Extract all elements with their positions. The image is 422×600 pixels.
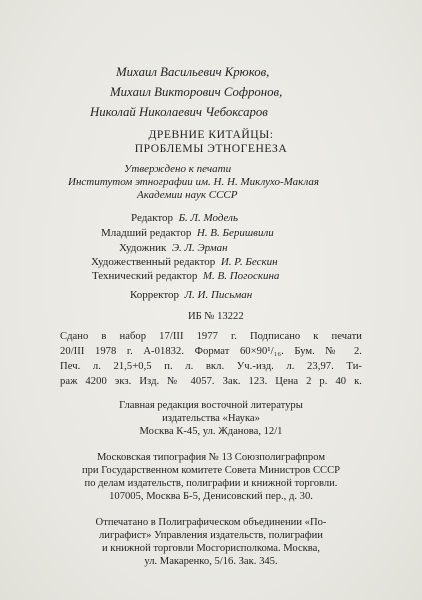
typography-line: Московская типография № 13 Союзполиграфпром [96,452,326,463]
publication-line: Печ. л. 21,5+0,5 п. л. вкл. Уч.-изд. л. 23,97. Ти- [60,361,362,372]
credit-role: Младший редактор [101,227,192,239]
credit-name: Б. Л. Модель [178,212,238,224]
author-name: Михаил Викторович Софронов, [110,85,283,99]
ib-number: ИБ № 13222 [188,311,244,322]
printed-line: лиграфист» Управления издательств, полиграфии [99,530,323,541]
credit-editor [131,212,422,224]
credit-name: Л. И. Письман [184,289,253,301]
credit-name: Н. В. Беришвили [196,227,274,239]
credit-name: И. Р. Бескин [220,256,278,268]
credit-role: Технический редактор [92,270,198,282]
author-name: Николай Николаевич Чебоксаров [90,105,268,119]
credit-name: Э. Л. Эрман [171,242,228,254]
publisher-line: Главная редакция восточной литературы [119,400,303,411]
typography-line: по делам издательств, полиграфии и книжной торговли. [84,478,338,489]
credit-role: Корректор [130,289,180,301]
publication-line: 20/III 1978 г. А-01832. Формат 60×90¹/₁₆. Бум. № 2. [60,346,362,357]
printed-line: и книжной торговли Мосгорисполкома. Москва, [101,543,321,554]
credit-artist [119,242,422,254]
publication-line: раж 4200 экз. Изд. № 4057. Зак. 123. Цена 2 р. 40 к. [60,376,362,387]
credit-role: Художественный редактор [91,256,216,268]
credit-role: Художник [119,242,167,254]
credit-name: М. В. Погоскина [202,270,280,282]
approval-line: Институтом этнографии им. Н. Н. Миклухо-Маклая [68,176,320,188]
publication-line: Сдано в набор 17/III 1977 г. Подписано к печати [60,331,362,342]
printed-address: ул. Макаренко, 5/16. Зак. 345. [144,556,278,567]
publisher-address: Москва К-45, ул. Жданова, 12/1 [139,426,283,437]
approval-line: Утверждено к печати [124,163,232,175]
credit-role: Редактор [131,212,174,224]
credit-tech-editor [92,270,422,282]
printed-line: Отпечатано в Полиграфическом объединении «По- [95,517,327,528]
credit-proofreader [130,289,422,301]
credit-junior-editor [101,227,422,239]
book-subtitle-line: ПРОБЛЕМЫ ЭТНОГЕНЕЗА [134,142,288,155]
approval-line: Академии наук СССР [137,189,238,201]
authors-block [0,62,422,122]
book-title-line: ДРЕВНИЕ КИТАЙЦЫ: [148,128,274,141]
typography-address: 107005, Москва Б-5, Денисовский пер., д. 30. [109,491,313,502]
credit-art-editor [91,256,422,268]
typography-line: при Государственном комитете Совета Министров СССР [81,465,341,476]
publisher-line: издательства «Наука» [162,413,260,424]
author-name: Михаил Васильевич Крюков, [116,65,270,79]
